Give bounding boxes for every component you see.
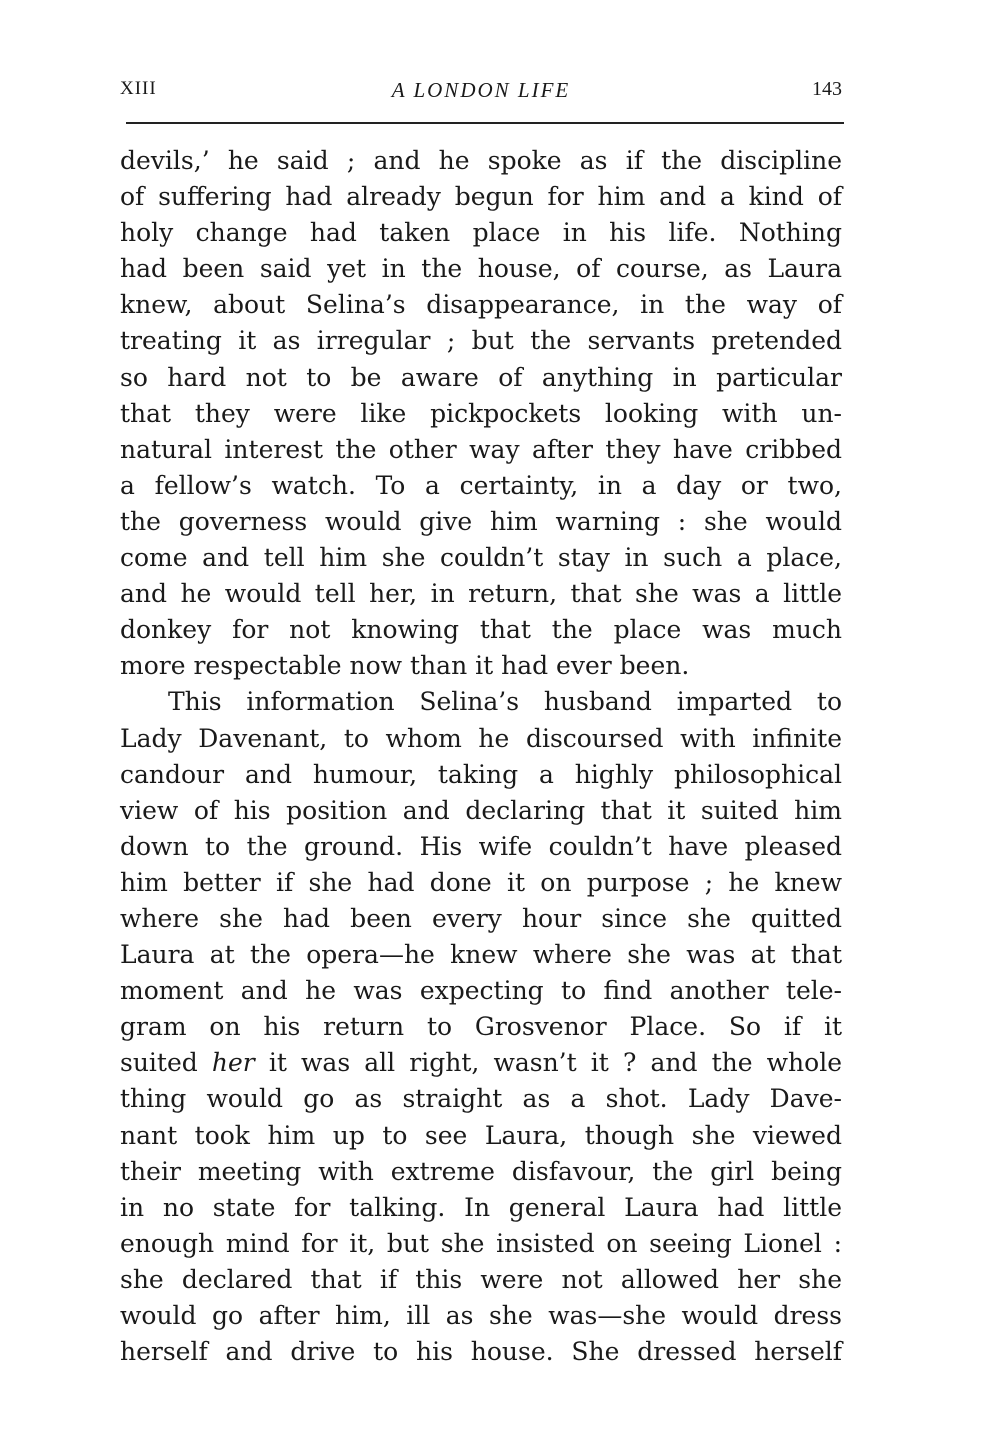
text-line: more respectable now than it had ever been. xyxy=(120,651,690,681)
text-line: treating it as irregular ; but the servants pretended xyxy=(120,326,842,356)
line-segment: it was all right, wasn’t it ? and the whole xyxy=(254,1048,842,1078)
text-line: the governess would give him warning : she would xyxy=(120,506,842,536)
text-line: This information Selina’s husband imparted to xyxy=(168,687,842,717)
text-line: their meeting with extreme disfavour, the girl being xyxy=(120,1156,842,1186)
body-text xyxy=(120,143,842,1370)
text-line: candour and humour, taking a highly philosophical xyxy=(120,759,842,789)
text-line: thing would go as straight as a shot. Lady Dave- xyxy=(120,1084,842,1114)
text-line: nant took him up to see Laura, though she viewed xyxy=(120,1120,842,1150)
running-title: A LONDON LIFE xyxy=(391,78,571,102)
text-line: of suffering had already begun for him and a kind of xyxy=(120,182,842,212)
paragraph xyxy=(120,684,842,1370)
text-line: donkey for not knowing that the place was much xyxy=(120,615,842,645)
header-rule xyxy=(126,122,844,124)
line-segment: suited xyxy=(120,1048,212,1078)
italic-word: her xyxy=(211,1048,255,1078)
text-line: natural interest the other way after they have cribbed xyxy=(120,434,842,464)
chapter-number: XIII xyxy=(120,78,157,99)
text-line: so hard not to be aware of anything in particular xyxy=(120,362,842,392)
text-line: Lady Davenant, to whom he discoursed with infinite xyxy=(120,723,842,753)
text-line: would go after him, ill as she was—she would dress xyxy=(120,1301,842,1330)
text-line: come and tell him she couldn’t stay in such a place, xyxy=(120,543,842,573)
text-line: where she had been every hour since she quitted xyxy=(120,903,842,933)
text-line: devils,’ he said ; and he spoke as if the discipline xyxy=(120,146,842,175)
paragraph xyxy=(120,143,842,684)
text-line: a fellow’s watch. To a certainty, in a day or two, xyxy=(120,470,842,500)
text-line xyxy=(120,1045,842,1081)
running-head xyxy=(120,78,842,106)
text-line: knew, about Selina’s disappearance, in the way of xyxy=(120,290,842,320)
page-number: 143 xyxy=(812,78,842,100)
text-line: holy change had taken place in his life. Nothing xyxy=(120,218,842,248)
text-line: enough mind for it, but she insisted on seeing Lionel : xyxy=(120,1228,842,1258)
text-line: in no state for talking. In general Laura had little xyxy=(120,1192,842,1222)
text-line: herself and drive to his house. She dressed herself xyxy=(120,1337,842,1367)
text-line: Laura at the opera—he knew where she was at that xyxy=(120,940,842,970)
text-line: had been said yet in the house, of course, as Laura xyxy=(120,254,842,284)
text-line: view of his position and declaring that it suited him xyxy=(120,795,842,825)
text-line: she declared that if this were not allowed her she xyxy=(120,1264,842,1294)
text-line: that they were like pickpockets looking with un- xyxy=(120,398,842,428)
text-line: down to the ground. His wife couldn’t have pleased xyxy=(120,831,842,861)
text-line: moment and he was expecting to find another tele- xyxy=(120,976,842,1006)
text-line: gram on his return to Grosvenor Place. So if it xyxy=(120,1012,842,1042)
text-line: him better if she had done it on purpose ; he knew xyxy=(120,867,842,897)
text-line: and he would tell her, in return, that she was a little xyxy=(120,579,842,609)
